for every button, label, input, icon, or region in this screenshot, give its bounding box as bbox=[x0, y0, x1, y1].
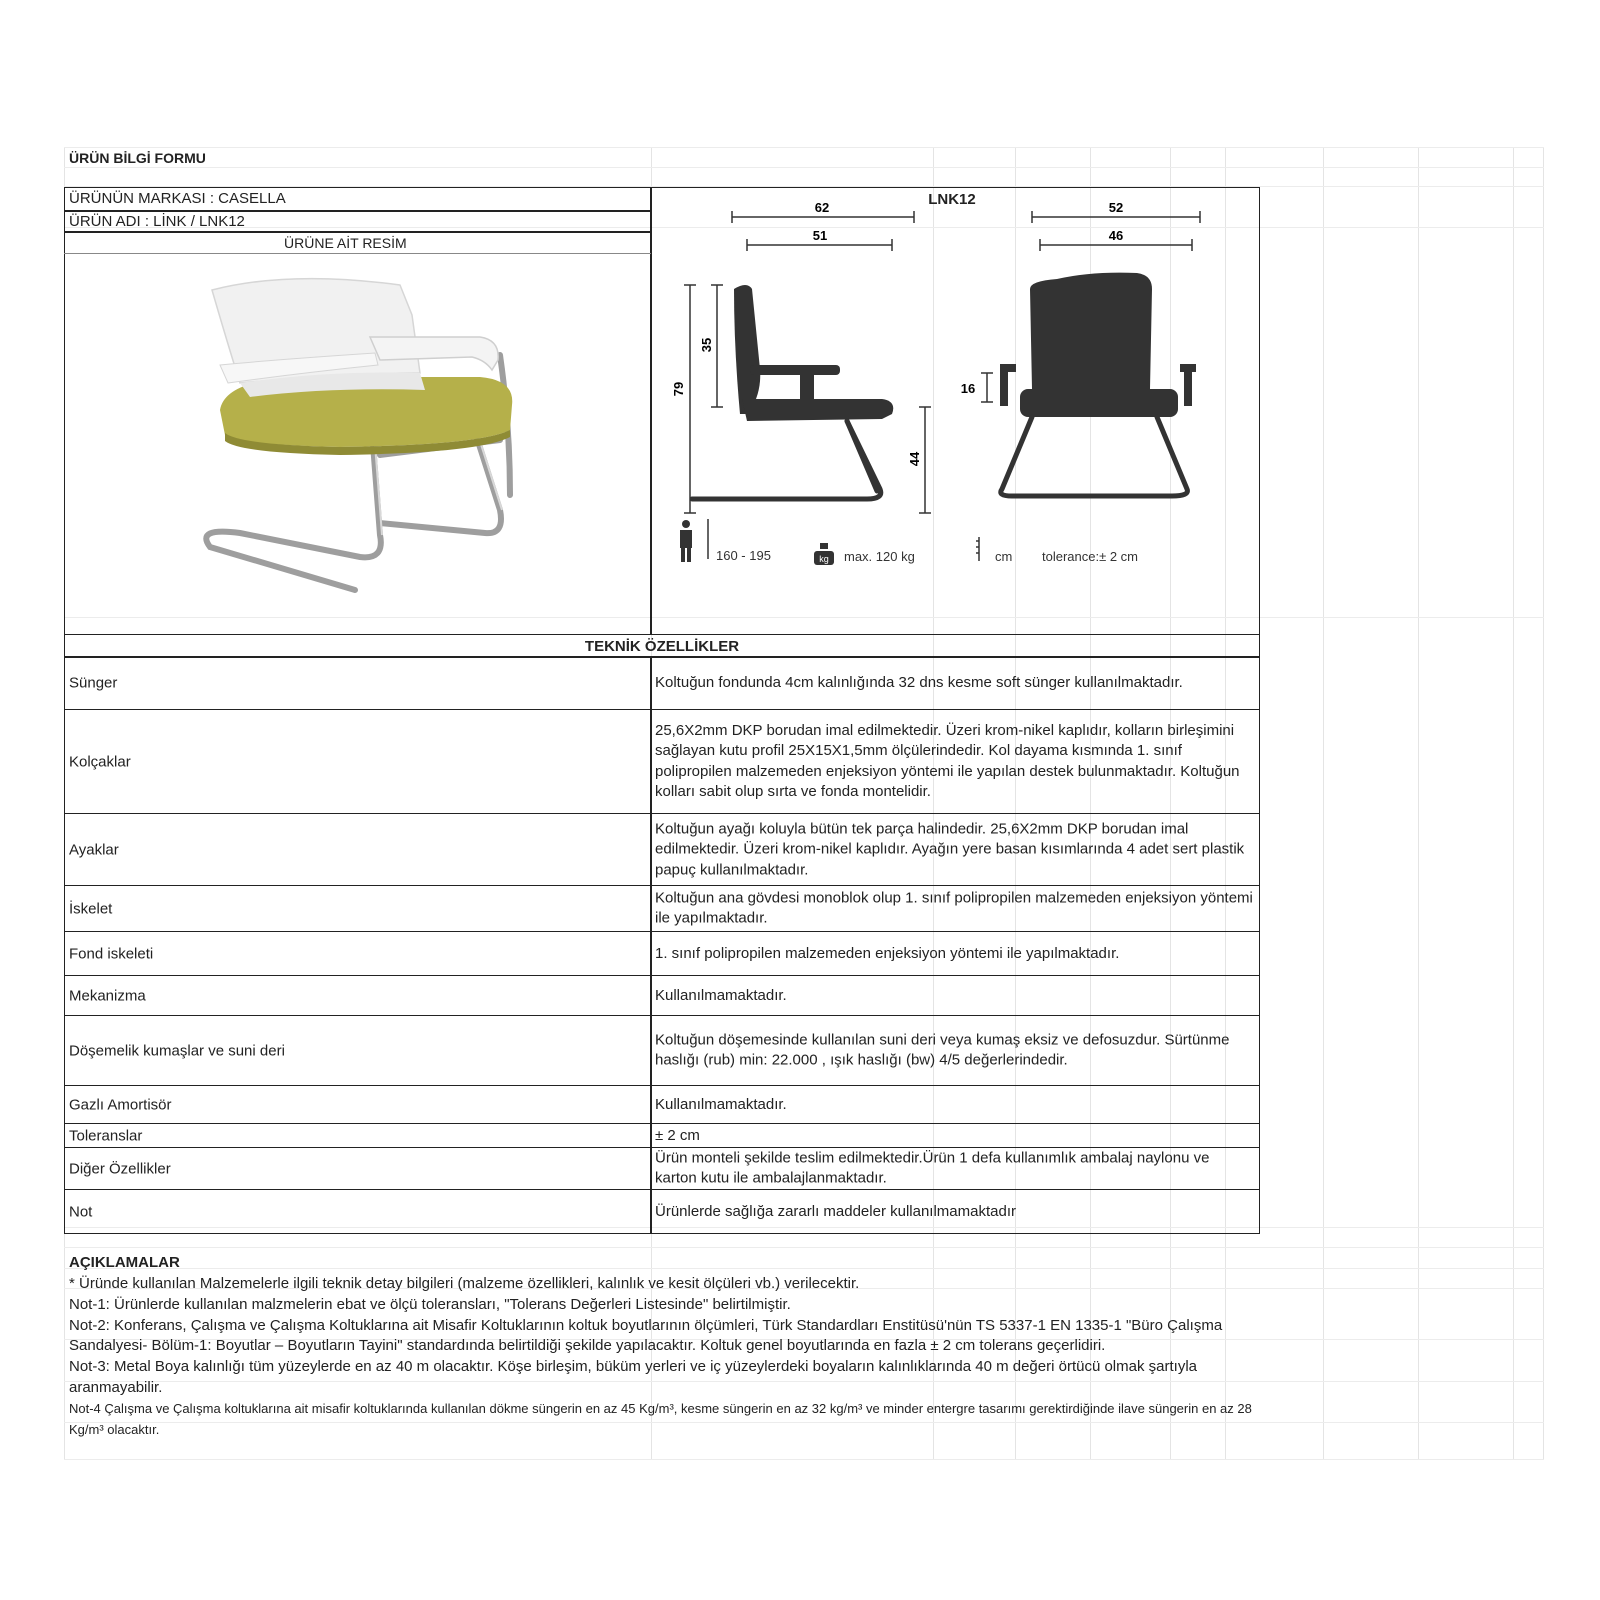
tolerance-label: tolerance:± 2 cm bbox=[1042, 549, 1139, 564]
notes-block bbox=[69, 1274, 1269, 1440]
dim-51: 51 bbox=[812, 228, 828, 243]
note-item: * Üründe kullanılan Malzemelerle ilgili teknik detay bilgileri (malzeme özellikleri, kalınlık ve kesit ölçüleri vb.) verilecektir. bbox=[69, 1275, 860, 1292]
form-title: ÜRÜN BİLGİ FORMU bbox=[69, 150, 206, 166]
spec-value: Kullanılmamaktadır. bbox=[655, 986, 787, 1004]
table-row bbox=[64, 1086, 1260, 1124]
note-item: Not-4 Çalışma ve Çalışma koltuklarına ait misafir koltuklarında kullanılan dökme süngerin en az 45 Kg/m³, kesme süngerin en az 32 kg/m³ ve minder entergre tasarımı gerektirdiğinde ilave süngerin en az 28 Kg/m³ olacaktır. bbox=[69, 1400, 1252, 1437]
spec-value: Koltuğun döşemesinde kullanılan suni deri veya kumaş eksiz ve defosuzdur. Sürtünme haslığı (rub) min: 22.000 , ışık haslığı (bw) 4/5 değerlerindedir. bbox=[655, 1031, 1230, 1069]
image-caption: ÜRÜNE AİT RESİM bbox=[284, 235, 407, 251]
brand-row: ÜRÜNÜN MARKASI : CASELLA bbox=[69, 190, 286, 207]
spec-label: Sünger bbox=[69, 674, 118, 691]
spec-label: Fond iskeleti bbox=[69, 945, 154, 962]
spec-value: Koltuğun fondunda 4cm kalınlığında 32 dns kesme soft sünger kullanılmaktadır. bbox=[655, 673, 1183, 691]
spec-label: Mekanizma bbox=[69, 987, 146, 1004]
table-row bbox=[64, 1016, 1260, 1086]
spec-label: Toleranslar bbox=[69, 1127, 143, 1144]
spec-value: Kullanılmamaktadır. bbox=[655, 1095, 787, 1113]
spec-value: Koltuğun ayağı koluyla bütün tek parça halindedir. 25,6X2mm DKP borudan imal edilmektedir. Üzeri krom-nikel kaplıdır. Ayağın yere basan kısımlarında 4 adet sert plastik papuç kullanılmaktadır. bbox=[655, 819, 1245, 878]
table-row bbox=[64, 1124, 1260, 1148]
table-row bbox=[64, 976, 1260, 1016]
table-row bbox=[64, 1190, 1260, 1234]
note-item: Not-3: Metal Boya kalınlığı tüm yüzeylerde en az 40 m olacaktır. Köşe birleşim, büküm yerleri ve iç yüzeylerdeki boyaların kalınlıklarında 40 m değeri örtücü olmak şartıyla aranmayabilir. bbox=[69, 1358, 1197, 1396]
spec-value: Ürün monteli şekilde teslim edilmektedir.Ürün 1 defa kullanımlık ambalaj naylonu ve karton kutu ile ambalajlanmaktadır. bbox=[655, 1149, 1210, 1187]
spec-value: Ürünlerde sağlığa zararlı maddeler kullanılmamaktadır bbox=[655, 1202, 1016, 1220]
dim-46: 46 bbox=[1108, 228, 1124, 243]
spec-value: Koltuğun ana gövdesi monoblok olup 1. sınıf polipropilen malzemeden enjeksiyon yöntemi ile yapılmaktadır. bbox=[655, 889, 1253, 927]
table-row bbox=[64, 1148, 1260, 1190]
dim-44: 44 bbox=[907, 451, 922, 467]
dim-35: 35 bbox=[699, 337, 714, 353]
specs-title: TEKNİK ÖZELLİKLER bbox=[584, 638, 740, 655]
table-row bbox=[64, 932, 1260, 976]
user-height: 160 - 195 bbox=[716, 548, 771, 563]
spec-label: Döşemelik kumaşlar ve suni deri bbox=[69, 1042, 285, 1059]
technical-drawing bbox=[652, 189, 1258, 633]
kg-badge: kg bbox=[819, 554, 829, 564]
dim-16: 16 bbox=[960, 381, 976, 396]
table-row bbox=[64, 710, 1260, 814]
spec-label: Diğer Özellikler bbox=[69, 1160, 171, 1177]
table-row bbox=[64, 886, 1260, 932]
model-label: LNK12 bbox=[928, 191, 976, 208]
dim-62: 62 bbox=[814, 200, 830, 215]
notes-title: AÇIKLAMALAR bbox=[69, 1254, 180, 1271]
spec-label: Gazlı Amortisör bbox=[69, 1096, 172, 1113]
spec-value: ± 2 cm bbox=[655, 1126, 700, 1144]
spec-label: Not bbox=[69, 1203, 93, 1221]
unit-label: cm bbox=[995, 549, 1013, 564]
spec-label: Ayaklar bbox=[69, 841, 119, 858]
product-name-row: ÜRÜN ADI : LİNK / LNK12 bbox=[69, 213, 245, 230]
spec-value: 1. sınıf polipropilen malzemeden enjeksiyon yöntemi ile yapılmaktadır. bbox=[655, 944, 1120, 962]
product-photo bbox=[180, 265, 540, 610]
note-item: Not-2: Konferans, Çalışma ve Çalışma Koltuklarına ait Misafir Koltuklarının koltuk boyutlarının ölçümleri, Türk Standardları Enstitüsü'nün TS 5337-1 EN 1335-1 "Büro Çalışma Sandalyesi- Bölüm-1: Boyutlar – Boyutların Tayini" standardında belirtildiği şekilde yapılacaktır. Koltuk genel boyutlarında en fazla ± 2 cm tolerans geçerlidiri. bbox=[69, 1316, 1223, 1355]
note-item: Not-1: Ürünlerde kullanılan malzmelerin ebat ve ölçü toleransları, "Tolerans Değerleri Listesinde" belirtilmiştir. bbox=[69, 1295, 791, 1313]
spec-value: 25,6X2mm DKP borudan imal edilmektedir. Üzeri krom-nikel kaplıdır, kolların birleşimini sağlayan kutu profil 25X15X1,5mm ölçülerindedir. Kol dayama kısmında 1. sınıf polipropilen malzemeden enjeksiyon yöntemi ile yapılan destek bulunmaktadır. Koltuğun kolları sabit olup sırta ve fonda montelidir. bbox=[655, 721, 1240, 800]
dim-79: 79 bbox=[671, 381, 686, 397]
max-weight: max. 120 kg bbox=[844, 549, 915, 564]
spec-label: Kolçaklar bbox=[69, 753, 131, 770]
spec-label: İskelet bbox=[69, 900, 113, 917]
table-row bbox=[64, 814, 1260, 886]
table-row bbox=[64, 656, 1260, 710]
dim-52: 52 bbox=[1108, 200, 1124, 215]
